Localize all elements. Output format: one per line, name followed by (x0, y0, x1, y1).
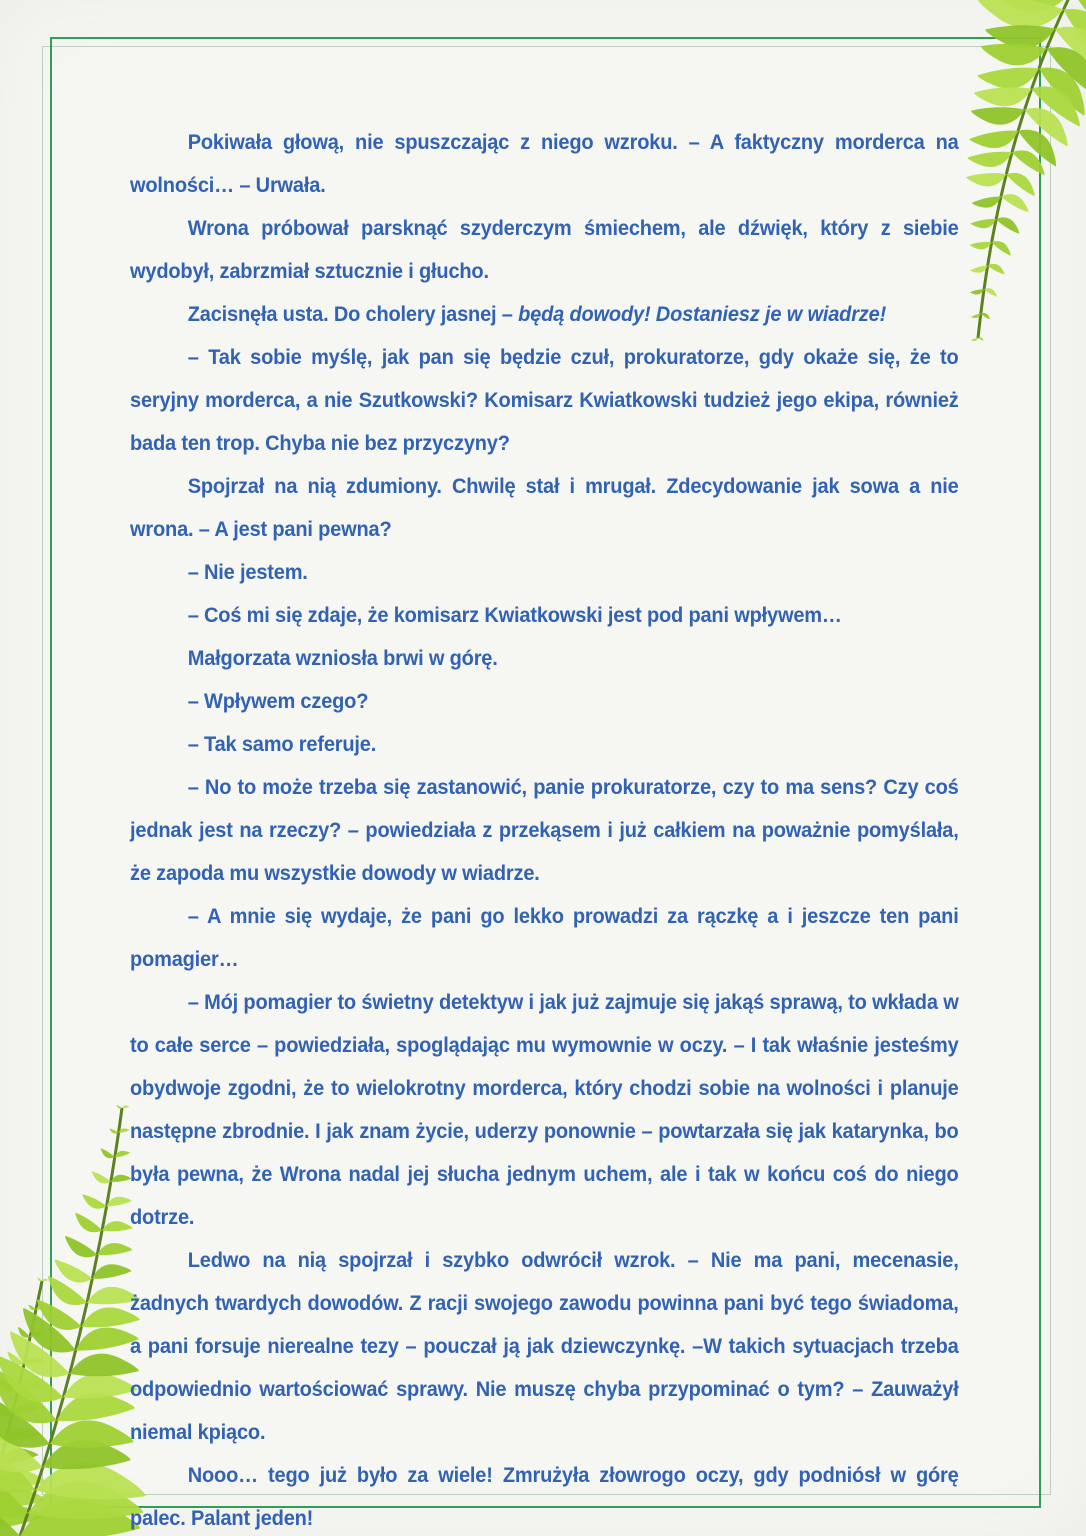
text-run: Nooo… tego już było za wiele! Zmrużyła złowrogo oczy, gdy podniósł w górę palec. Palant jeden! (130, 1463, 959, 1530)
paragraph (130, 293, 959, 336)
fern-leaflet (995, 213, 1023, 235)
fern-leaflet (1000, 189, 1033, 214)
paragraph (130, 551, 959, 594)
text-run: Pokiwała głową, nie spuszczając z niego wzroku. – A faktyczny morderca na wolności… – Urwała. (130, 130, 959, 197)
paragraph (130, 1454, 959, 1536)
fern-leaflet (971, 338, 978, 342)
italic-text: będą dowody! Dostaniesz je w wiadrze! (518, 302, 887, 326)
paragraph (130, 895, 959, 981)
text-run: Wrona próbował parsknąć szyderczym śmiechem, ale dźwięk, który z siebie wydobył, zabrzmiał sztucznie i głucho. (130, 216, 959, 283)
page-text (130, 121, 959, 1536)
text-run: – Tak sobie myślę, jak pan się będzie czuł, prokuratorze, gdy okaże się, że to seryjny morderca, a nie Szutkowski? Komisarz Kwiatkowski tudzież jego ekipa, również bada ten trop. Chyba nie bez przyczyny? (130, 345, 959, 455)
fern-leaflet (89, 1170, 111, 1187)
text-run: – Nie jestem. (187, 560, 308, 584)
paragraph (130, 594, 959, 637)
paragraph (130, 465, 959, 551)
fern-leaflet (987, 261, 1007, 275)
text-run: – Tak samo referuje. (187, 732, 377, 756)
paragraph (130, 766, 959, 895)
paragraph (130, 637, 959, 680)
fern-leaflet (122, 1105, 130, 1109)
paragraph (130, 1239, 959, 1454)
fern-leaflet (49, 1419, 133, 1448)
text-run: – Coś mi się zdaje, że komisarz Kwiatkowski jest pod pani wpływem… (187, 603, 842, 627)
fern-leaflet (967, 150, 1013, 170)
text-run: – Mój pomagier to świetny detektyw i jak już zajmuje się jakąś sprawą, to wkłada w to całe serce – powiedziała, spoglądając mu wymownie w oczy. – I tak właśnie jesteśmy obydwoje zgodni, że to wielokrotny morderca, który chodzi sobie na wolności i planuje następne zbrodnie. I jak znam życie, uderzy ponownie – powtarzała się jak katarynka, bo była pewna, że Wrona nadal jej słucha jednym uchem, ale i tak w końcu coś do niego dotrze. (130, 990, 959, 1229)
paragraph (130, 981, 959, 1239)
fern-leaflet (966, 172, 1007, 188)
paragraph (130, 121, 959, 207)
text-run: – A mnie się wydaje, że pani go lekko prowadzi za rączkę a i jeszcze ten pani pomagier… (130, 904, 959, 971)
paragraph (130, 723, 959, 766)
text-run: Ledwo na nią spojrzał i szybko odwrócił wzrok. – Nie ma pani, mecenasie, żadnych twardych dowodów. Z racji swojego zawodu powinna pani być tego świadoma, a pani forsuje nierealne tezy – pouczał ją jak dziewczynkę. –W takich sytuacjach trzeba odpowiednio wartościować sprawy. Nie muszę chyba przypominać o tym? – Zauważył niemal kpiąco. (130, 1248, 959, 1444)
text-run: – No to może trzeba się zastanowić, panie prokuratorze, czy to ma sens? Czy coś jednak jest na rzeczy? – powiedziała z przekąsem i już całkiem na poważnie pomyślała, że zapoda mu wszystkie dowody w wiadrze. (130, 775, 959, 885)
paragraph (130, 207, 959, 293)
paragraph (130, 336, 959, 465)
fern-leaflet (1005, 167, 1040, 198)
text-run: Spojrzał na nią zdumiony. Chwilę stał i mrugał. Zdecydowanie jak sowa a nie wrona. – A jest pani pewna? (130, 474, 959, 541)
fern-leaflet (991, 237, 1014, 257)
fern-leaflet (42, 1278, 49, 1281)
text-run: – Wpływem czego? (187, 689, 369, 713)
text-run: Zacisnęła usta. Do cholery jasnej – (187, 302, 519, 326)
fern-leaflet (98, 1148, 115, 1162)
fern-leaflet (974, 86, 1033, 109)
text-run: Małgorzata wzniosła brwi w górę. (187, 646, 498, 670)
fern-leaflet (71, 1211, 103, 1238)
fern-leaflet (971, 107, 1025, 126)
fern-leaflet (984, 286, 999, 298)
paragraph (130, 680, 959, 723)
fern-leaflet (96, 1241, 132, 1257)
fern-leaflet (60, 1234, 98, 1263)
fern-leaflet (101, 1220, 132, 1232)
fern-leaflet (980, 43, 1047, 67)
fern-leaflet (79, 1193, 107, 1213)
fern-leaflet (69, 1352, 139, 1377)
